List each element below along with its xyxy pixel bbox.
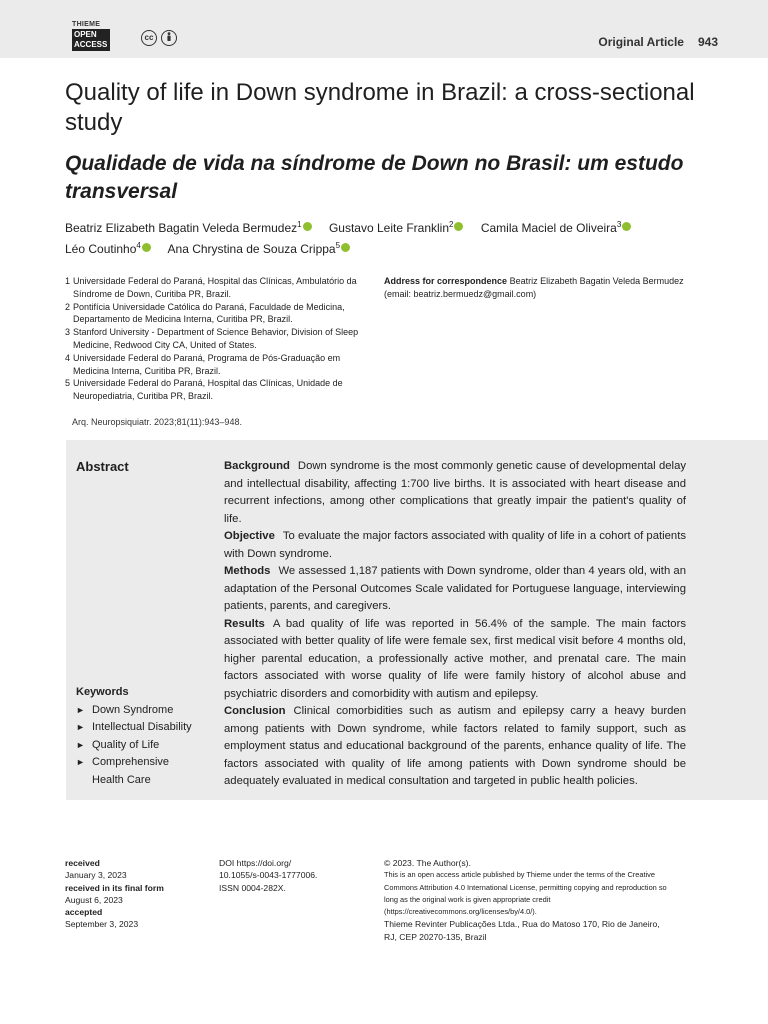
abstract-objective: [224, 528, 686, 563]
license-text: This is an open access article published by Thieme under the terms of the Creative Commons Attribution 4.0 International License, permitting copying and reproduction so long as the original work is given appropriate credit (https://creativecommons.org/licenses/by/4.0/).: [384, 870, 667, 917]
abstract-body: [224, 458, 686, 791]
affiliation: [65, 275, 375, 301]
article-dates: [65, 857, 210, 931]
affiliation: [65, 377, 375, 403]
author-name: Gustavo Leite Franklin: [328, 221, 450, 235]
section-text: A bad quality of life was reported in 56.4% of the sample. The main factors associated with better quality of life were female sex, first medical visit before 4 months old, higher parental education, a professionally active mother, and prenatal care. The main factors associated with worse quality of life were family history of alcohol abuse and psychiatric disorders and comorbidity with autism and epilepsy.: [224, 617, 686, 700]
section-label: Background: [224, 460, 290, 472]
author-name: Beatriz Elizabeth Bagatin Veleda Bermudez: [65, 221, 298, 235]
bullet-arrow-icon: ►: [76, 722, 85, 732]
keyword-text: Intellectual Disability: [92, 721, 192, 733]
section-label: Methods: [224, 565, 271, 577]
affiliation-text: Stanford University - Department of Science Behavior, Division of Sleep Medicine, Redwood City CA, United of States.: [73, 327, 359, 350]
author: [481, 221, 632, 235]
orcid-icon[interactable]: [341, 243, 350, 252]
affiliation-text: Universidade Federal do Paraná, Hospital das Clínicas, Unidade de Neuropediatria, Curitiba PR, Brazil.: [73, 378, 343, 402]
author: [168, 242, 351, 256]
author-sup: 1: [297, 220, 302, 229]
affiliation-number: 3: [65, 327, 71, 338]
affiliation-number: 4: [65, 352, 71, 363]
author-name: Léo Coutinho: [65, 242, 137, 256]
author-sup: 4: [136, 241, 141, 250]
keyword-text: Comprehensive Health Care: [92, 756, 170, 786]
issn: ISSN 0004-282X.: [219, 882, 286, 893]
cc-icon[interactable]: cc: [141, 30, 157, 46]
abstract-heading: Abstract: [76, 459, 129, 474]
section-text: Down syndrome is the most commonly genetic cause of developmental delay and intellectual disability, affecting 1:700 live births. It is associated with heart disease and recurrent infections, among other complications that greatly impair the patient's quality of life.: [224, 460, 686, 525]
affiliation-text: Universidade Federal do Paraná, Hospital das Clínicas, Ambulatório da Síndrome de Down, Curitiba PR, Brazil.: [73, 276, 357, 299]
bullet-arrow-icon: ►: [76, 739, 85, 750]
thieme-open-access-logo: [72, 21, 110, 55]
section-text: Clinical comorbidities such as autism and epilepsy carry a heavy burden among patients with Down syndrome, while factors related to family support, such as employment status and educational background of the parents, enhance quality of life. The factors associated with quality of life among patients with Down syndrome should be adequately evaluated in medical consultation and targeted in public health policies.: [224, 705, 686, 787]
bullet-arrow-icon: ►: [76, 704, 85, 715]
author-sup: 5: [335, 241, 341, 250]
doi-value[interactable]: 10.1055/s-0043-1777006.: [219, 870, 318, 881]
keywords-heading: Keywords: [76, 686, 129, 698]
license-icons[interactable]: [141, 30, 177, 46]
keyword-text: Quality of Life: [92, 738, 160, 751]
affiliation: [65, 326, 375, 352]
running-header: [598, 35, 718, 49]
received-label: received: [65, 858, 100, 868]
affiliation: [65, 301, 375, 327]
orcid-icon[interactable]: [622, 222, 631, 231]
section-text: We assessed 1,187 patients with Down syndrome, older than 4 years old, with an adaptation of the Personal Outcomes Scale validated for Portuguese language, interviewing patients, parents, and caregivers.: [224, 565, 686, 612]
correspondence-text[interactable]: Beatriz Elizabeth Bagatin Veleda Bermudez (email: beatriz.bermuedz@gmail.com): [384, 276, 684, 299]
section-label: Results: [224, 617, 265, 630]
article-title: Quality of life in Down syndrome in Brazil: a cross-sectional study: [65, 79, 695, 136]
keyword-item: [76, 719, 202, 737]
keyword-item: [76, 737, 202, 755]
doi-block: [219, 857, 369, 894]
accepted-date: September 3, 2023: [65, 919, 139, 930]
keyword-item: [76, 702, 202, 720]
bullet-arrow-icon: ►: [76, 757, 85, 767]
final-form-date: August 6, 2023: [65, 894, 123, 905]
license-block: [384, 857, 674, 943]
affiliation: [65, 352, 375, 378]
author-name: Ana Chrystina de Souza Crippa: [167, 242, 336, 256]
by-attribution-icon[interactable]: [161, 30, 177, 46]
correspondence-label: Address for correspondence: [384, 276, 508, 286]
logo-box: [72, 29, 110, 51]
affiliation-number: 5: [65, 378, 71, 389]
accepted-label: accepted: [65, 907, 103, 918]
orcid-icon[interactable]: [303, 222, 312, 231]
person-icon: [163, 31, 175, 43]
affiliation-text: Pontifícia Universidade Católica do Paraná, Faculdade de Medicina, Departamento de Medicina Interna, Curitiba PR, Brazil.: [73, 301, 345, 325]
abstract-background: [224, 458, 686, 528]
publisher-address: Thieme Revinter Publicações Ltda., Rua do Matoso 170, Rio de Janeiro, RJ, CEP 20270-135, Brazil: [384, 919, 660, 942]
copyright: © 2023. The Author(s).: [384, 858, 471, 868]
logo-top-text: THIEME: [72, 21, 101, 28]
doi-url[interactable]: https://doi.org/: [236, 858, 292, 868]
section-label: Objective: [224, 530, 275, 542]
abstract-methods: [224, 563, 686, 616]
abstract-results: [224, 616, 686, 704]
correspondence: [384, 275, 684, 301]
affiliation-text: Universidade Federal do Paraná, Programa de Pós-Graduação em Medicina Interna, Curitiba PR, Brazil.: [73, 352, 341, 376]
orcid-icon[interactable]: [142, 243, 151, 252]
doi-label: DOI: [219, 858, 235, 868]
author: [329, 221, 464, 235]
affiliations: [65, 275, 375, 403]
page-number: 943: [697, 35, 718, 49]
affiliation-number: 1: [65, 276, 71, 286]
citation: Arq. Neuropsiquiatr. 2023;81(11):943–948.: [72, 417, 242, 427]
final-form-label: received in its final form: [65, 882, 164, 893]
author-sup: 3: [616, 220, 622, 229]
orcid-icon[interactable]: [454, 222, 463, 231]
abstract-conclusion: [224, 703, 686, 791]
logo-open-text: OPEN: [74, 30, 97, 39]
section-label: Original Article: [598, 35, 684, 49]
section-text: To evaluate the major factors associated with quality of life in a cohort of patients with Down syndrome.: [224, 530, 686, 560]
header-band: [0, 0, 768, 58]
author: [65, 242, 151, 256]
keywords: [76, 684, 202, 789]
author-list: [65, 216, 715, 258]
keyword-item: [76, 754, 202, 789]
logo-access-text: ACCESS: [74, 40, 108, 49]
keyword-text: Down Syndrome: [92, 703, 174, 716]
author-sup: 2: [449, 220, 454, 229]
received-date: January 3, 2023: [65, 870, 127, 881]
author: [65, 221, 312, 235]
article-subtitle: Qualidade de vida na síndrome de Down no Brasil: um estudo transversal: [65, 152, 684, 203]
section-label: Conclusion: [224, 705, 286, 717]
author-name: Camila Maciel de Oliveira: [480, 221, 617, 235]
affiliation-number: 2: [65, 301, 71, 312]
